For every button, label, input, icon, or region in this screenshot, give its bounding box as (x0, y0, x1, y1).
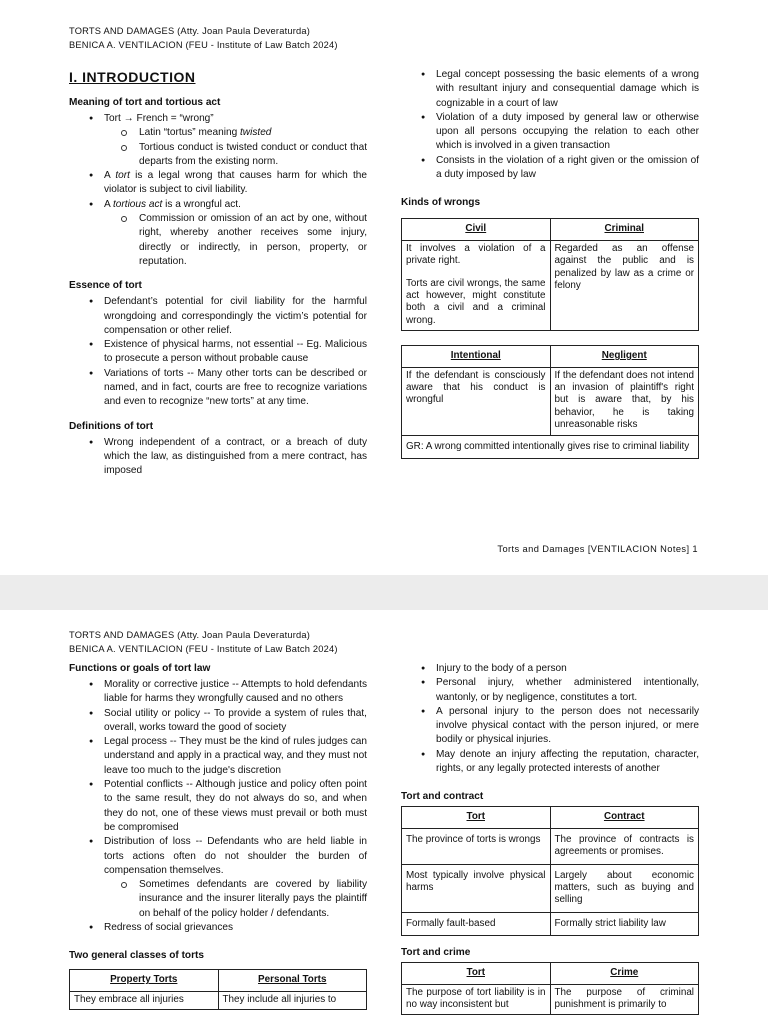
kinds-heading: Kinds of wrongs (401, 197, 481, 209)
list-item: ● Consists in the violation of a right given or the omission of a duty imposed by law (401, 154, 699, 183)
table-cell: Largely about economic matters, such as buying and selling (550, 864, 699, 912)
list-item: ● Personal injury, whether administered intentionally, wantonly, or by negligence, constitutes a tort. (401, 676, 699, 705)
table-header-criminal: Criminal (550, 219, 699, 240)
table-header-property: Property Torts (70, 970, 219, 991)
table-cell: If the defendant is consciously aware that his conduct is wrongful (402, 367, 551, 435)
table-header-contract: Contract (550, 807, 699, 828)
cell-paragraph: Torts are civil wrongs, the same act however, might constitute both a civil and a criminal wrong. (406, 277, 546, 326)
list-item: ● Violation of a duty imposed by general law or otherwise upon all persons occupying the relation to each other which is involved in a given transaction (401, 111, 699, 154)
list-item: ● Morality or corrective justice -- Attempts to hold defendants liable for harms they wrongfully caused and no others (69, 678, 367, 707)
list-item: ● Wrong independent of a contract, or a breach of duty which the law, as distinguished from a mere contract, has imposed (69, 436, 367, 479)
table-cell: Formally strict liability law (550, 912, 699, 935)
list-item: ● Legal concept possessing the basic elements of a wrong with resultant injury and consequential damage which is cognizable in a court of law (401, 68, 699, 111)
table-cell: The purpose of tort liability is in no way inconsistent but (402, 984, 551, 1015)
essence-heading: Essence of tort (69, 280, 142, 292)
emphasis-text: tortious act (112, 198, 163, 210)
header-author-line: BENICA A. VENTILACION (FEU - Institute of Law Batch 2024) (69, 644, 338, 654)
table-cell-general-rule: GR: A wrong committed intentionally gives rise to criminal liability (402, 435, 699, 458)
emphasis-text: twisted (240, 127, 272, 139)
list-item: ● Legal process -- They must be the kind of rules judges can understand and apply in a practical way, and they must not leave too much to the judge's discretion (69, 735, 367, 778)
classes-heading: Two general classes of torts (69, 950, 204, 962)
tort-crime-table (401, 962, 699, 1015)
list-item: ● May denote an injury affecting the reputation, character, rights, or any legally protected interests of another (401, 748, 699, 777)
page-header (69, 628, 338, 656)
list-item-text: Distribution of loss -- Defendants who are held liable in torts actions often do not shoulder the burden of compensation themselves. (104, 836, 367, 876)
page-footer: Torts and Damages [VENTILACION Notes] 1 (497, 544, 698, 554)
table-header-tort: Tort (402, 963, 551, 984)
list-item-text: is a wrongful act. (162, 198, 241, 210)
personal-injury-list (401, 662, 699, 776)
table-cell: The province of torts is wrongs (402, 828, 551, 864)
table-header-intentional: Intentional (402, 346, 551, 367)
table-cell: Formally fault-based (402, 912, 551, 935)
table-cell: Regarded as an offense against the public and is penalized by law as a crime or felony (550, 240, 699, 330)
list-item: ● Potential conflicts -- Although justice and policy often point to the same result, they do not always do so, and when they do not, one of these views must prevail or both must be compromised (69, 778, 367, 835)
list-item: ● Defendant’s potential for civil liability for the harmful wrongdoing and correspondingly the victim’s potential for compensation or other relief. (69, 295, 367, 338)
list-item (104, 126, 367, 140)
list-item-text: Tort → French = “wrong” (104, 113, 214, 124)
list-item: ● Injury to the body of a person (401, 662, 699, 676)
crime-heading: Tort and crime (401, 947, 471, 959)
header-author-line: BENICA A. VENTILACION (FEU - Institute of Law Batch 2024) (69, 40, 338, 50)
left-column (69, 68, 367, 479)
table-header-civil: Civil (402, 219, 551, 240)
list-item: ● Variations of torts -- Many other torts can be described or named, and in fact, courts are free to recognize variations and even to recognize “new torts” at any time. (69, 367, 367, 410)
list-item-text: A (104, 170, 116, 182)
header-course-line: TORTS AND DAMAGES (Atty. Joan Paula Deveraturda) (69, 26, 311, 36)
definitions-heading: Definitions of tort (69, 420, 154, 432)
list-item: Commission or omission of an act by one, without right, whereby another receives some injury, directly or indirectly, in person, property, or reputation. (104, 212, 367, 269)
table-header-negligent: Negligent (550, 346, 699, 367)
left-column (69, 662, 367, 1010)
table-cell: If the defendant does not intend an invasion of plaintiff's right but is aware that, by his behavior, he is taking unreasonable risks (550, 367, 699, 435)
classes-table (69, 969, 367, 1010)
contract-heading: Tort and contract (401, 791, 484, 803)
list-item (69, 112, 367, 169)
table-cell: They include all injuries to (218, 991, 367, 1009)
right-column (401, 68, 699, 459)
list-item: ● Redress of social grievances (69, 921, 367, 935)
table-header-crime: Crime (550, 963, 699, 984)
list-item-text: A (104, 198, 113, 210)
right-column (401, 662, 699, 1015)
table-header-personal: Personal Torts (218, 970, 367, 991)
table-cell: They embrace all injuries (70, 991, 219, 1009)
section-title: I. INTRODUCTION (69, 69, 196, 85)
sub-list (104, 212, 367, 269)
functions-heading: Functions or goals of tort law (69, 663, 211, 674)
page-header (69, 24, 338, 52)
meaning-list (69, 112, 367, 269)
list-item: ● Existence of physical harms, not essential -- Eg. Malicious to prosecute a person without probable cause (69, 338, 367, 367)
table-cell: Most typically involve physical harms (402, 864, 551, 912)
essence-list (69, 295, 367, 409)
intentional-negligent-table (401, 345, 699, 459)
sub-list (104, 878, 367, 921)
list-item: ● A personal injury to the person does not necessarily involve physical contact with the person injured, or mere bodily or physical injuries. (401, 705, 699, 748)
list-item-text: Latin “tortus” meaning (139, 127, 240, 139)
sub-list (104, 126, 367, 169)
table-cell (402, 240, 551, 330)
list-item: Tortious conduct is twisted conduct or conduct that departs from the existing norm. (104, 141, 367, 170)
list-item (69, 169, 367, 198)
meaning-heading: Meaning of tort and tortious act (69, 97, 221, 108)
table-header-tort: Tort (402, 807, 551, 828)
table-cell: The province of contracts is agreements or promises. (550, 828, 699, 864)
list-item: ● Social utility or policy -- To provide a system of rules that, overall, works toward the good of society (69, 707, 367, 736)
functions-list (69, 678, 367, 935)
definitions-list-continued (401, 68, 699, 182)
tort-contract-table (401, 806, 699, 936)
list-item (69, 198, 367, 269)
cell-paragraph: It involves a violation of a private right. (406, 242, 546, 267)
header-course-line: TORTS AND DAMAGES (Atty. Joan Paula Deveraturda) (69, 630, 311, 640)
civil-criminal-table (401, 218, 699, 331)
list-item: Sometimes defendants are covered by liability insurance and the insurer literally pays the plaintiff on behalf of the policy holder / defendants. (104, 878, 367, 921)
list-item-text: is a legal wrong that causes harm for which the violator is subject to civil liability. (104, 170, 367, 196)
table-cell: The purpose of criminal punishment is primarily to (550, 984, 699, 1015)
definitions-list (69, 436, 367, 479)
document-page-2 (0, 610, 768, 1024)
emphasis-text: tort (115, 170, 130, 182)
list-item (69, 835, 367, 921)
